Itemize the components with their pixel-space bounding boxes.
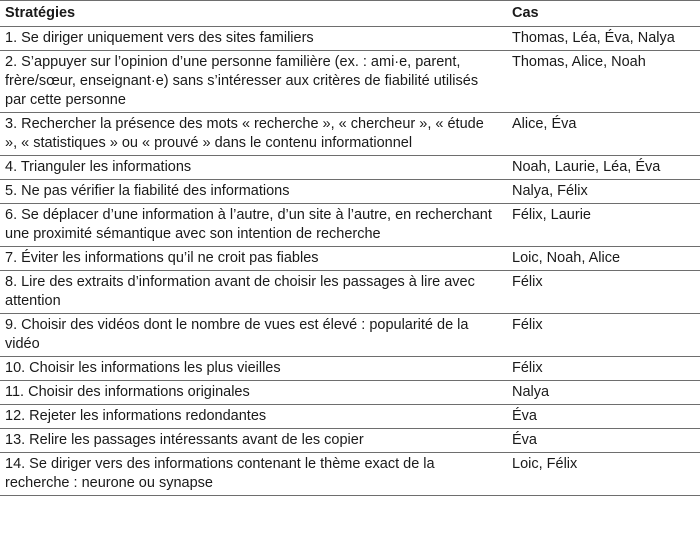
table-row	[0, 156, 700, 180]
table-row	[0, 405, 700, 429]
table-row	[0, 429, 700, 453]
strategy-cell: 13. Relire les passages intéressants avant de les copier	[0, 429, 504, 453]
cas-cell: Loic, Noah, Alice	[504, 247, 700, 271]
table-row	[0, 271, 700, 314]
table-row	[0, 247, 700, 271]
strategy-cell: 6. Se déplacer d’une information à l’autre, d’un site à l’autre, en recherchant une proximité sémantique avec son intention de recherche	[0, 204, 504, 247]
table-row	[0, 180, 700, 204]
strategy-cell: 1. Se diriger uniquement vers des sites familiers	[0, 27, 504, 51]
strategy-cell: 8. Lire des extraits d’information avant de choisir les passages à lire avec attention	[0, 271, 504, 314]
cas-cell: Nalya, Félix	[504, 180, 700, 204]
table-row	[0, 357, 700, 381]
cas-cell: Éva	[504, 429, 700, 453]
strategy-cell: 9. Choisir des vidéos dont le nombre de vues est élevé : popularité de la vidéo	[0, 314, 504, 357]
strategy-cell: 4. Trianguler les informations	[0, 156, 504, 180]
header-cas: Cas	[504, 1, 700, 27]
table-header-row	[0, 1, 700, 27]
cas-cell: Loic, Félix	[504, 453, 700, 496]
cas-cell: Éva	[504, 405, 700, 429]
cas-cell: Thomas, Léa, Éva, Nalya	[504, 27, 700, 51]
strategy-cell: 5. Ne pas vérifier la fiabilité des informations	[0, 180, 504, 204]
cas-cell: Félix	[504, 271, 700, 314]
cas-cell: Thomas, Alice, Noah	[504, 51, 700, 113]
table-row	[0, 113, 700, 156]
table-row	[0, 204, 700, 247]
strategy-cell: 14. Se diriger vers des informations contenant le thème exact de la recherche : neurone ou synapse	[0, 453, 504, 496]
table-row	[0, 51, 700, 113]
cas-cell: Nalya	[504, 381, 700, 405]
table-row	[0, 27, 700, 51]
table-row	[0, 453, 700, 496]
strategy-cell: 7. Éviter les informations qu’il ne croit pas fiables	[0, 247, 504, 271]
cas-cell: Noah, Laurie, Léa, Éva	[504, 156, 700, 180]
table-row	[0, 314, 700, 357]
strategy-cell: 12. Rejeter les informations redondantes	[0, 405, 504, 429]
strategy-cell: 10. Choisir les informations les plus vieilles	[0, 357, 504, 381]
cas-cell: Félix, Laurie	[504, 204, 700, 247]
header-strategies: Stratégies	[0, 1, 504, 27]
cas-cell: Félix	[504, 314, 700, 357]
strategy-cell: 11. Choisir des informations originales	[0, 381, 504, 405]
table-row	[0, 381, 700, 405]
strategy-cell: 3. Rechercher la présence des mots « recherche », « chercheur », « étude », « statistiques » ou « prouvé » dans le contenu informationnel	[0, 113, 504, 156]
cas-cell: Alice, Éva	[504, 113, 700, 156]
cas-cell: Félix	[504, 357, 700, 381]
strategy-cell: 2. S’appuyer sur l’opinion d’une personne familière (ex. : ami·e, parent, frère/sœur, enseignant·e) sans s’intéresser aux critères de fiabilité utilisés par cette personne	[0, 51, 504, 113]
